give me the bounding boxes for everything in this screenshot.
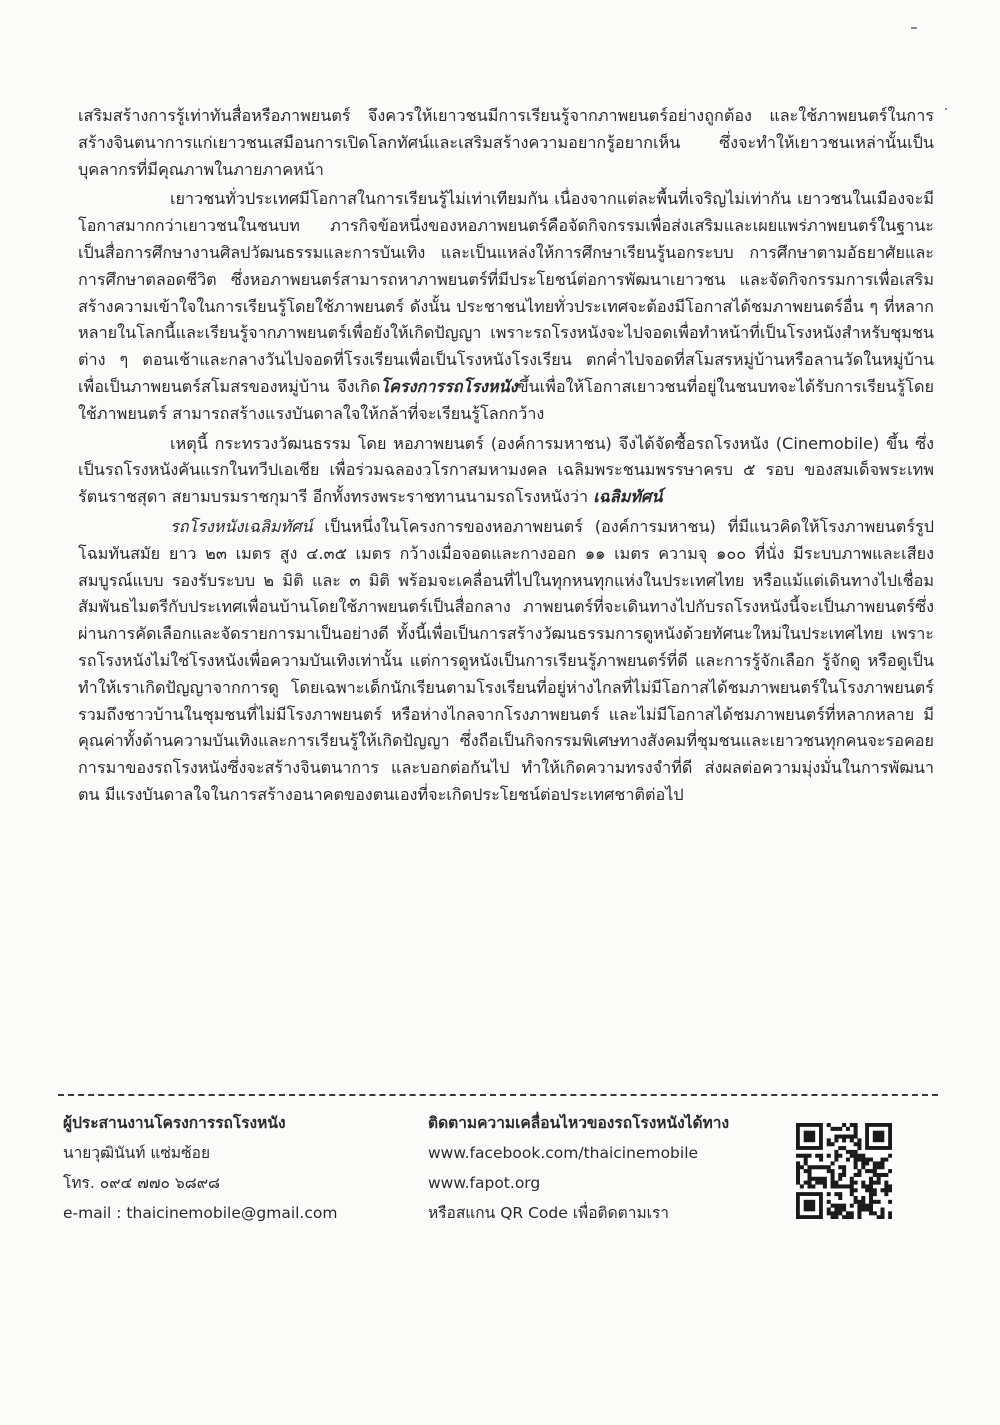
qr-module <box>831 1184 835 1188</box>
qr-module <box>865 1158 869 1162</box>
qr-module <box>880 1165 884 1169</box>
emphasized-text: รถโรงหนังเฉลิมทัศน์ <box>170 516 313 536</box>
qr-note: หรือสแกน QR Code เพื่อติดตามเรา <box>428 1204 669 1222</box>
qr-module <box>880 1158 884 1162</box>
text-run: เสริมสร้างการรู้เท่าทันสื่อหรือภาพยนตร์ จึงควรให้เยาวชนมีการเรียนรู้จากภาพยนตร์อย่างถูกต้อง และใช้ภาพยนตร์ในการสร้างจินตนาการแก่เยาวชนเสมือนการเปิดโลกทัศน์และเสริมสร้างความอยากรู้อยากเห็น ซึ่งจะทำให้เยาวชนเหล่านั้นเป็นบุคลากรที่มีคุณภาพในภายภาคหน้า <box>78 106 934 179</box>
qr-module <box>854 1127 858 1131</box>
qr-module <box>804 1200 816 1212</box>
qr-module <box>842 1165 846 1169</box>
qr-module <box>804 1181 808 1185</box>
qr-module <box>850 1135 854 1139</box>
text-run: เป็นหนึ่งในโครงการของหอภาพยนตร์ (องค์การมหาชน) ที่มีแนวคิดให้โรงภาพยนตร์รูปโฉมทันสมัย ยาว ๒๓ เมตร สูง ๔.๓๕ เมตร กว้างเมื่อจอดและกางออก ๑๑ เมตร ความจุ ๑๐๐ ที่นั่ง มีระบบภาพและเสียงสมบูรณ์แบบ รองรับระบบ ๒ มิติ และ ๓ มิติ พร้อมจะเคลื่อนที่ไปในทุกหนทุกแห่งในประเทศไทย หรือแม้แต่เดินทางไปเชื่อมสัมพันธไมตรีกับประเทศเพื่อนบ้านโดยใช้ภาพยนตร์เป็นสื่อกลาง ภาพยนตร์ที่จะเดินทางไปกับรถโรงหนังนี้จะเป็นภาพยนตร์ซึ่งผ่านการคัดเลือกและจัดรายการมาเป็นอย่างดี ทั้งนี้เพื่อเป็นการสร้างวัฒนธรรมการดูหนังด้วยทัศนะใหม่ในประเทศไทย เพราะรถโรงหนังไม่ใช่โรงหนังเพื่อความบันเทิงเท่านั้น แต่การดูหนังเป็นการเรียนรู้ภาพยนตร์ที่ดี และการรู้จักเลือก รู้จักดู หรือดูเป็น ทำให้เราเกิดปัญญาจากการดู โดยเฉพาะเด็กนักเรียนตามโรงเรียนที่อยู่ห่างไกลที่ไม่มีโอกาสได้ชมภาพยนตร์ในโรงภาพยนตร์ รวมถึงชาวบ้านในชุมชนที่ไม่มีโรงภาพยนตร์ หรือห่างไกลจากโรงภาพยนตร์ และไม่มีโอกาสได้ชมภาพยนตร์ที่หลากหลาย มีคุณค่าทั้งด้านความบันเทิงและการเรียนรู้ให้เกิดปัญญา ซึ่งถือเป็นกิจกรรมพิเศษทางสังคมที่ชุมชนและเยาวชนทุกคนจะรอคอยการมาของรถโรงหนังซึ่งจะสร้างจินตนาการ และบอกต่อกันไป ทำให้เกิดความทรงจำที่ดี ส่งผลต่อความมุ่งมั่นในการพัฒนาตน มีแรงบันดาลใจในการสร้างอนาคตของตนเองที่จะเกิดประโยชน์ต่อประเทศชาติต่อไป <box>78 516 934 804</box>
qr-module <box>854 1154 858 1158</box>
qr-module <box>861 1181 865 1185</box>
qr-module <box>827 1138 831 1142</box>
qr-module <box>815 1181 819 1185</box>
qr-module <box>838 1211 842 1215</box>
qr-module <box>815 1165 819 1169</box>
qr-module <box>819 1181 823 1185</box>
qr-module <box>873 1161 877 1165</box>
qr-module <box>846 1184 850 1188</box>
qr-module <box>861 1161 865 1165</box>
qr-module <box>834 1154 838 1158</box>
dashed-divider <box>58 1094 938 1096</box>
document-body <box>78 103 934 809</box>
qr-module <box>838 1165 842 1169</box>
qr-module <box>857 1200 861 1204</box>
qr-module <box>831 1181 835 1185</box>
qr-module <box>838 1127 842 1131</box>
qr-module <box>827 1211 831 1215</box>
qr-module <box>850 1192 854 1196</box>
qr-module <box>811 1184 815 1188</box>
qr-module <box>873 1192 877 1196</box>
qr-module <box>819 1165 823 1169</box>
qr-module <box>796 1181 800 1185</box>
qr-module <box>842 1135 846 1139</box>
qr-module <box>888 1215 892 1219</box>
qr-code-graphic <box>796 1123 892 1219</box>
qr-module <box>873 1131 885 1143</box>
qr-module <box>834 1150 838 1154</box>
qr-module <box>831 1169 835 1173</box>
qr-module <box>877 1215 881 1219</box>
qr-module <box>854 1161 858 1165</box>
paragraph <box>78 186 934 427</box>
qr-module <box>834 1211 838 1215</box>
qr-module <box>869 1169 873 1173</box>
qr-module <box>834 1207 838 1211</box>
qr-module <box>842 1138 846 1142</box>
qr-module <box>834 1184 838 1188</box>
qr-module <box>823 1181 827 1185</box>
qr-module <box>869 1188 873 1192</box>
qr-module <box>854 1188 858 1192</box>
qr-module <box>808 1177 812 1181</box>
qr-module <box>842 1169 846 1173</box>
qr-module <box>850 1211 854 1215</box>
qr-module <box>827 1165 831 1169</box>
qr-module <box>854 1142 858 1146</box>
qr-module <box>800 1165 804 1169</box>
qr-module <box>842 1173 846 1177</box>
paragraph <box>78 103 934 183</box>
qr-module <box>888 1169 892 1173</box>
qr-module <box>850 1204 854 1208</box>
qr-module <box>842 1215 846 1219</box>
qr-module <box>850 1123 854 1127</box>
qr-module <box>823 1165 827 1169</box>
qr-module <box>800 1154 804 1158</box>
qr-module <box>857 1146 861 1150</box>
qr-module <box>808 1165 812 1169</box>
qr-module <box>861 1154 865 1158</box>
qr-module <box>873 1200 877 1204</box>
qr-module <box>842 1146 846 1150</box>
qr-module <box>846 1127 850 1131</box>
qr-module <box>869 1158 873 1162</box>
qr-module <box>861 1207 865 1211</box>
qr-module <box>811 1177 815 1181</box>
qr-module <box>854 1173 858 1177</box>
qr-module <box>877 1200 881 1204</box>
coordinator-heading: ผู้ประสานงานโครงการรถโรงหนัง <box>63 1114 286 1132</box>
qr-module <box>861 1204 865 1208</box>
qr-module <box>827 1200 831 1204</box>
qr-module <box>834 1135 838 1139</box>
qr-module <box>884 1188 888 1192</box>
qr-module <box>834 1215 838 1219</box>
qr-module <box>869 1181 873 1185</box>
qr-module <box>873 1165 877 1169</box>
qr-module <box>831 1127 835 1131</box>
qr-module <box>838 1177 842 1181</box>
qr-module <box>854 1196 858 1200</box>
follow-info <box>428 1108 768 1228</box>
qr-module <box>869 1204 873 1208</box>
qr-module <box>877 1165 881 1169</box>
coordinator-name: นายวุฒินันท์ แซ่มซ้อย <box>63 1144 211 1162</box>
qr-module <box>857 1158 861 1162</box>
scan-speck <box>911 27 917 29</box>
qr-module <box>873 1173 877 1177</box>
qr-module <box>850 1150 854 1154</box>
qr-module <box>873 1181 877 1185</box>
qr-module <box>808 1173 812 1177</box>
coordinator-contact <box>63 1108 393 1228</box>
qr-module <box>854 1150 858 1154</box>
qr-module <box>854 1158 858 1162</box>
qr-module <box>869 1200 873 1204</box>
qr-module <box>873 1211 877 1215</box>
qr-module <box>846 1150 850 1154</box>
qr-module <box>880 1161 884 1165</box>
qr-module <box>854 1131 858 1135</box>
qr-module <box>880 1215 884 1219</box>
qr-module <box>827 1169 831 1173</box>
qr-module <box>857 1169 861 1173</box>
qr-module <box>834 1204 838 1208</box>
qr-module <box>838 1204 842 1208</box>
paragraph <box>78 431 934 511</box>
qr-module <box>857 1142 861 1146</box>
qr-module <box>838 1192 842 1196</box>
text-run: ขึ้นเพื่อให้โอกาสเยาวชนที่อยู่ในชนบทจะได้รับการเรียนรู้โดยใช้ภาพยนตร์ สามารถสร้างแรงบันดาลใจให้กล้าที่จะเรียนรู้โลกกว้าง <box>78 376 934 423</box>
qr-module <box>865 1161 869 1165</box>
qr-module <box>846 1158 850 1162</box>
qr-module <box>857 1154 861 1158</box>
qr-module <box>827 1142 831 1146</box>
qr-module <box>888 1188 892 1192</box>
qr-module <box>831 1177 835 1181</box>
qr-module <box>850 1188 854 1192</box>
qr-module <box>869 1196 873 1200</box>
qr-module <box>884 1192 888 1196</box>
qr-module <box>884 1173 888 1177</box>
qr-module <box>850 1215 854 1219</box>
qr-module <box>819 1158 823 1162</box>
qr-module <box>796 1165 800 1169</box>
qr-module <box>815 1177 819 1181</box>
qr-module <box>846 1215 850 1219</box>
qr-module <box>877 1177 881 1181</box>
coordinator-phone: โทร. ๐๙๔ ๗๗๐ ๖๘๙๘ <box>63 1174 220 1192</box>
qr-module <box>811 1165 815 1169</box>
qr-module <box>861 1158 865 1162</box>
qr-module <box>869 1177 873 1181</box>
qr-module <box>857 1204 861 1208</box>
qr-module <box>831 1142 835 1146</box>
qr-module <box>834 1192 838 1196</box>
qr-module <box>831 1211 835 1215</box>
qr-module <box>804 1154 808 1158</box>
qr-module <box>869 1207 873 1211</box>
text-run: เหตุนี้ กระทรวงวัฒนธรรม โดย หอภาพยนตร์ (องค์การมหาชน) จึงได้จัดซื้อรถโรงหนัง (Cinemobile) ขึ้น ซึ่งเป็นรถโรงหนังคันแรกในทวีปเอเชีย เพื่อร่วมฉลองวโรกาสมหามงคล เฉลิมพระชนมพรรษาครบ ๕ รอบ ของสมเด็จพระเทพรัตนราชสุดา สยามบรมราชกุมารี อีกทั้งทรงพระราชทานนามรถโรงหนังว่า <box>78 433 934 507</box>
qr-module <box>857 1211 861 1215</box>
qr-module <box>857 1207 861 1211</box>
qr-module <box>827 1207 831 1211</box>
qr-module <box>831 1173 835 1177</box>
coordinator-email: e-mail : thaicinemobile@gmail.com <box>63 1204 338 1222</box>
qr-module <box>880 1188 884 1192</box>
qr-module <box>850 1181 854 1185</box>
qr-code[interactable] <box>796 1123 892 1219</box>
qr-module <box>796 1154 800 1158</box>
qr-module <box>865 1207 869 1211</box>
qr-module <box>804 1161 808 1165</box>
qr-module <box>880 1211 884 1215</box>
qr-module <box>854 1123 858 1127</box>
qr-module <box>823 1177 827 1181</box>
qr-module <box>861 1165 865 1169</box>
qr-module <box>838 1184 842 1188</box>
qr-module <box>842 1207 846 1211</box>
qr-module <box>884 1184 888 1188</box>
qr-module <box>861 1200 865 1204</box>
qr-module <box>873 1188 877 1192</box>
qr-module <box>865 1169 869 1173</box>
qr-module <box>796 1173 800 1177</box>
qr-module <box>880 1173 884 1177</box>
qr-module <box>842 1123 846 1127</box>
qr-module <box>831 1215 835 1219</box>
qr-module <box>800 1184 804 1188</box>
qr-module <box>850 1184 854 1188</box>
qr-module <box>823 1184 827 1188</box>
qr-module <box>808 1169 812 1173</box>
qr-module <box>846 1211 850 1215</box>
qr-module <box>877 1173 881 1177</box>
qr-module <box>888 1154 892 1158</box>
qr-module <box>827 1123 831 1127</box>
facebook-link[interactable]: www.facebook.com/thaicinemobile <box>428 1144 699 1162</box>
qr-module <box>842 1204 846 1208</box>
qr-module <box>827 1154 831 1158</box>
qr-module <box>857 1173 861 1177</box>
qr-module <box>888 1200 892 1204</box>
qr-module <box>838 1135 842 1139</box>
qr-module <box>865 1188 869 1192</box>
qr-module <box>804 1131 816 1143</box>
qr-module <box>808 1184 812 1188</box>
qr-module <box>834 1127 838 1131</box>
qr-module <box>819 1154 823 1158</box>
qr-module <box>869 1184 873 1188</box>
qr-module <box>880 1207 884 1211</box>
qr-module <box>808 1154 812 1158</box>
qr-module <box>804 1169 808 1173</box>
qr-module <box>854 1165 858 1169</box>
qr-module <box>884 1158 888 1162</box>
qr-module <box>842 1184 846 1188</box>
qr-module <box>796 1169 800 1173</box>
qr-module <box>888 1211 892 1215</box>
emphasized-text: โครงการรถโรงหนัง <box>380 376 518 396</box>
qr-module <box>854 1200 858 1204</box>
follow-heading: ติดตามความเคลื่อนไหวของรถโรงหนังได้ทาง <box>428 1114 730 1132</box>
qr-module <box>838 1196 842 1200</box>
qr-module <box>857 1215 861 1219</box>
qr-module <box>796 1161 800 1165</box>
qr-module <box>877 1181 881 1185</box>
emphasized-text: เฉลิมทัศน์ <box>593 487 663 507</box>
qr-module <box>831 1204 835 1208</box>
website-link[interactable]: www.fapot.org <box>428 1174 541 1192</box>
qr-module <box>861 1184 865 1188</box>
qr-module <box>850 1177 854 1181</box>
qr-module <box>804 1158 808 1162</box>
qr-module <box>873 1169 877 1173</box>
qr-module <box>850 1138 854 1142</box>
qr-module <box>838 1173 842 1177</box>
qr-module <box>850 1154 854 1158</box>
text-run: เยาวชนทั่วประเทศมีโอกาสในการเรียนรู้ไม่เท่าเทียมกัน เนื่องจากแต่ละพื้นที่เจริญไม่เท่ากัน เยาวชนในเมืองจะมีโอกาสมากกว่าเยาวชนในชนบท ภารกิจข้อหนึ่งของหอภาพยนตร์คือจัดกิจกรรมเพื่อส่งเสริมและเผยแพร่ภาพยนตร์ในฐานะเป็นสื่อการศึกษางานศิลปวัฒนธรรมและการบันเทิง และเป็นแหล่งให้การศึกษาเรียนรู้นอกระบบ การศึกษาตามอัธยาศัยและการศึกษาตลอดชีวิต ซึ่งหอภาพยนตร์สามารถหาภาพยนตร์ที่มีประโยชน์ต่อการพัฒนาเยาวชน และจัดกิจกรรมการเพื่อเสริมสร้างความเข้าใจในการเรียนรู้โดยใช้ภาพยนตร์ ดังนั้น ประชาชนไทยทั่วประเทศจะต้องมีโอกาสได้ชมภาพยนตร์อื่น ๆ ที่หลากหลายในโลกนี้และเรียนรู้จากภาพยนตร์เพื่อยังให้เกิดปัญญา เพราะรถโรงหนังจะไปจอดเพื่อทำหน้าที่เป็นโรงหนังสำหรับชุมชนต่าง ๆ ตอนเช้าและกลางวันไปจอดที่โรงเรียนเพื่อเป็นโรงหนังโรงเรียน ตกค่ำไปจอดที่สโมสรหมู่บ้านหรือลานวัดในหมู่บ้าน เพื่อเป็นภาพยนตร์สโมสรของหมู่บ้าน จึงเกิด <box>78 189 934 396</box>
qr-module <box>888 1184 892 1188</box>
qr-module <box>838 1154 842 1158</box>
qr-module <box>838 1146 842 1150</box>
qr-module <box>834 1138 838 1142</box>
qr-module <box>834 1181 838 1185</box>
qr-module <box>846 1135 850 1139</box>
qr-module <box>857 1138 861 1142</box>
qr-module <box>854 1181 858 1185</box>
qr-module <box>819 1177 823 1181</box>
qr-module <box>869 1211 873 1215</box>
paragraph <box>78 514 934 809</box>
scan-speck <box>945 108 947 110</box>
qr-module <box>865 1204 869 1208</box>
qr-module <box>831 1161 835 1165</box>
qr-module <box>854 1135 858 1139</box>
qr-module <box>865 1184 869 1188</box>
qr-module <box>808 1181 812 1185</box>
qr-module <box>877 1161 881 1165</box>
qr-module <box>838 1207 842 1211</box>
qr-module <box>861 1196 865 1200</box>
qr-module <box>827 1192 831 1196</box>
qr-module <box>869 1192 873 1196</box>
qr-module <box>815 1154 819 1158</box>
qr-module <box>834 1158 838 1162</box>
qr-module <box>796 1177 800 1181</box>
qr-module <box>884 1181 888 1185</box>
